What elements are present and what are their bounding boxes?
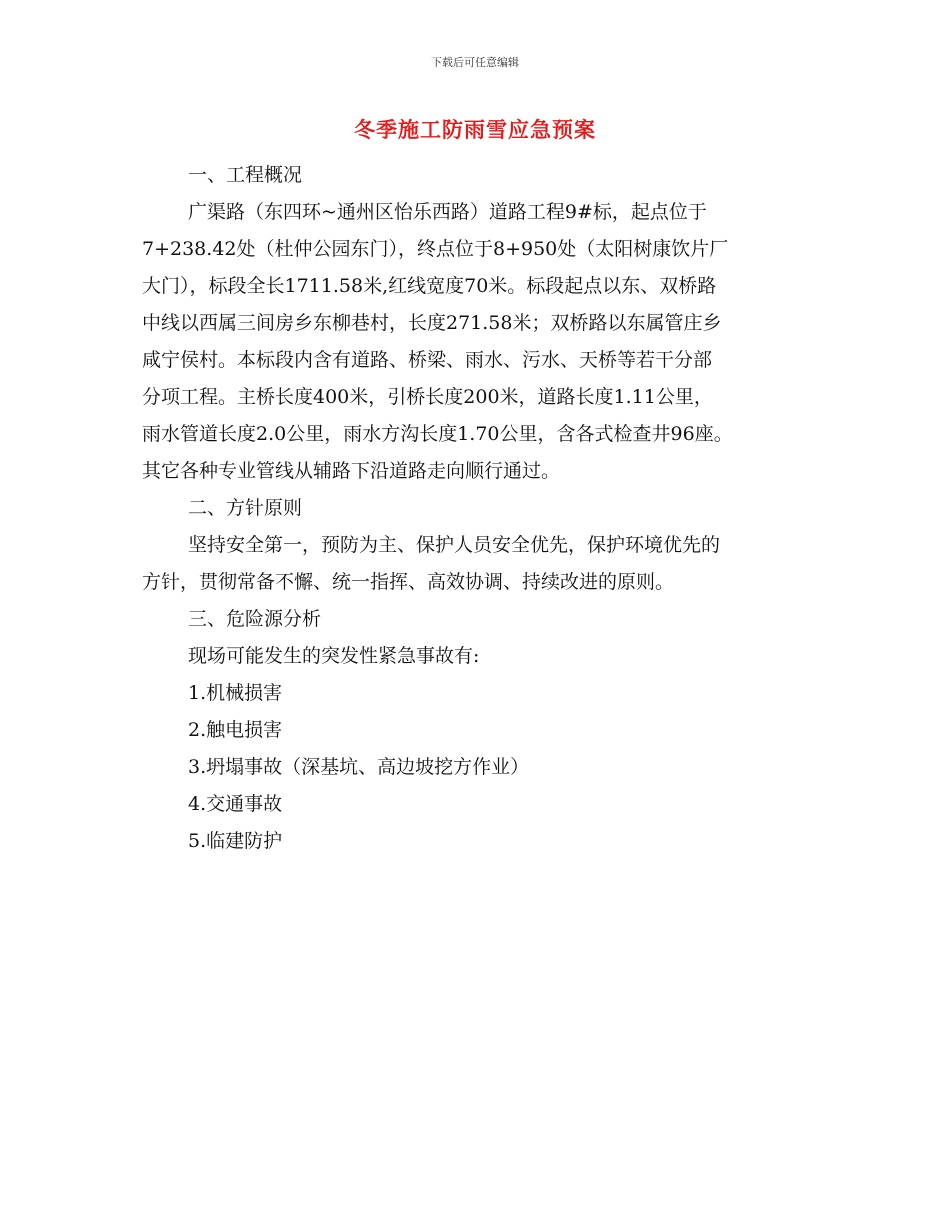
list-item: 3.坍塌事故（深基坑、高边坡挖方作业） bbox=[188, 756, 530, 778]
paragraph-line: 中线以西属三间房乡东柳巷村，长度271.58米；双桥路以东属管庄乡 bbox=[142, 312, 722, 334]
paragraph-line: 雨水管道长度2.0公里，雨水方沟长度1.70公里，含各式检查井96座。 bbox=[142, 423, 733, 445]
paragraph-line: 广渠路（东四环~通州区怡乐西路）道路工程9#标，起点位于 bbox=[188, 201, 707, 223]
list-item: 5.临建防护 bbox=[188, 830, 283, 852]
document-title: 冬季施工防雨雪应急预案 bbox=[354, 118, 596, 142]
paragraph-line: 坚持安全第一，预防为主、保护人员安全优先，保护环境优先的 bbox=[188, 534, 721, 556]
list-item: 2.触电损害 bbox=[188, 719, 283, 741]
paragraph-line: 方针，贯彻常备不懈、统一指挥、高效协调、持续改进的原则。 bbox=[142, 571, 675, 593]
section-heading-hazards: 三、危险源分析 bbox=[188, 608, 322, 630]
section-heading-overview: 一、工程概况 bbox=[188, 164, 303, 186]
list-item: 4.交通事故 bbox=[188, 793, 283, 815]
paragraph-line: 7+238.42处（杜仲公园东门），终点位于8+950处（太阳树康饮片厂 bbox=[142, 238, 729, 260]
list-item: 1.机械损害 bbox=[188, 682, 283, 704]
paragraph-line: 大门），标段全长1711.58米,红线宽度70米。标段起点以东、双桥路 bbox=[142, 275, 717, 297]
section-heading-principles: 二、方针原则 bbox=[188, 497, 303, 519]
paragraph-line: 现场可能发生的突发性紧急事故有: bbox=[188, 645, 480, 667]
paragraph-line: 分项工程。主桥长度400米，引桥长度200米，道路长度1.11公里， bbox=[142, 386, 713, 408]
paragraph-line: 咸宁侯村。本标段内含有道路、桥梁、雨水、污水、天桥等若干分部 bbox=[142, 349, 713, 371]
header-note: 下载后可任意编辑 bbox=[431, 56, 519, 69]
paragraph-line: 其它各种专业管线从辅路下沿道路走向顺行通过。 bbox=[142, 460, 561, 482]
